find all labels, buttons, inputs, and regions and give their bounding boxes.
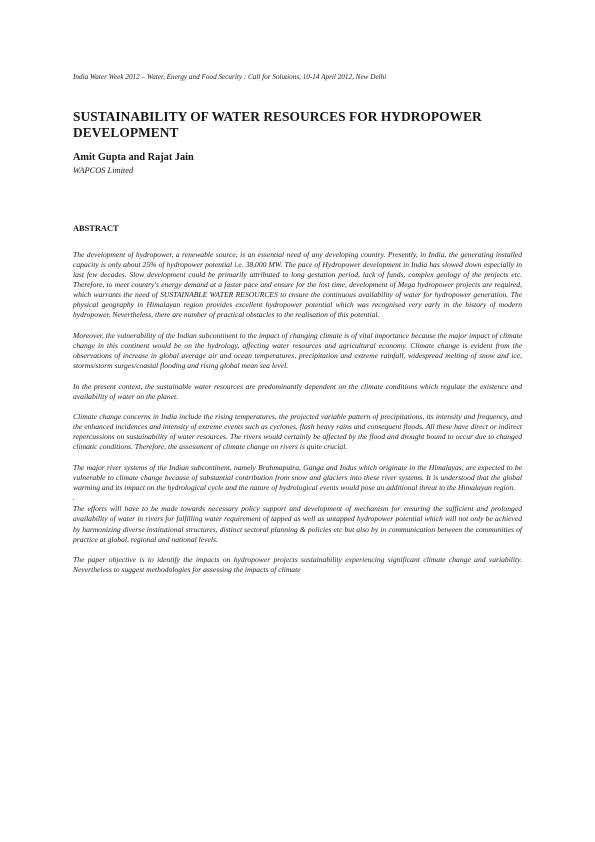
author-affiliation: WAPCOS Limited [73,166,134,175]
stray-period-mark: . [73,493,75,503]
abstract-heading: ABSTRACT [73,224,119,233]
abstract-paragraph-7: The paper objective is to identify the impacts on hydropower projects sustainability experiencing significant climate change and variability. Nevertheless to suggest methodologies for assessing the impacts of climate [73,555,522,575]
abstract-paragraph-2: Moreover, the vulnerability of the Indian subcontinent to the impact of changing climate is of vital importance because the major impact of climate change in this continent would be on the hydrology, affecting water resources and agricultural economy. Climate change is evident from the observations of increase in global average air and ocean temperatures, precipitation and extreme rainfall, widespread melting of snow and ice, storms/storm surges/coastal flooding and rising global mean sea level. [73,330,522,370]
conference-header: India Water Week 2012 – Water, Energy and Food Security : Call for Solutions, 10-14 April 2012, New Delhi [73,73,387,81]
paper-title: SUSTAINABILITY OF WATER RESOURCES FOR HYDROPOWER DEVELOPMENT [73,109,482,140]
paper-authors: Amit Gupta and Rajat Jain [73,152,194,163]
abstract-body [73,250,522,586]
abstract-paragraph-5: The major river systems of the Indian subcontinent, namely Brahmaputra, Ganga and Indus which originate in the Himalayas, are expected to be vulnerable to climate change because of substantial contribution from snow and glaciers into these river systems. It is understood that the global warming and its impact on the hydrological cycle and the nature of hydrological events would pose an additional threat to the Himalayan region. [73,462,522,492]
abstract-paragraph-1: The development of hydropower, a renewable source, is an essential need of any developing country. Presently, in India, the generating installed capacity is only about 25% of hydropower potential i.e. 38,000 MW. The pace of Hydropower development in India has slowed down especially in last few decades. Slow development could be primarily attributed to long gestation period, lack of funds, complex geology of the projects etc. Therefore, to meet country's energy demand at a faster pace and ensure for the lost time, development of Mega hydropower projects are required, which warrants the need of SUSTAINABLE WATER RESOURCES to ensure the continuous availability of water for hydropower generation. The physical geography in Himalayan region provides excellent hydropower potential which was recognised very early in the history of modern hydropower. Nevertheless, there are number of practical obstacles to the realisation of this potential. [73,250,522,320]
abstract-paragraph-3: In the present context, the sustainable water resources are predominantly dependent on the climate conditions which regulate the existence and availability of water on the planet. [73,381,522,401]
abstract-paragraph-6: The efforts will have to be made towards necessary policy support and development of mechanism for ensuring the sufficient and prolonged availability of water in rivers for fulfilling water requirement of tapped as well as untapped hydropower potential which will not only be achieved by harmonizing diverse institutional structures, distinct sectoral planning & policies etc but also by in communication between the communities of practice at global, regional and national levels. [73,504,522,544]
abstract-paragraph-4: Climate change concerns in India include the rising temperatures, the projected variable pattern of precipitations, its intensity and frequency, and the enhanced incidences and intensity of extreme events such as cyclones, flash heavy rains and consequent floods. All these have direct or indirect repercussions on sustainability of water resources. The rivers would certainly be affected by the flood and drought bound to occur due to changed climatic conditions. Therefore, the assessment of climate change on rivers is quite crucial. [73,412,522,452]
